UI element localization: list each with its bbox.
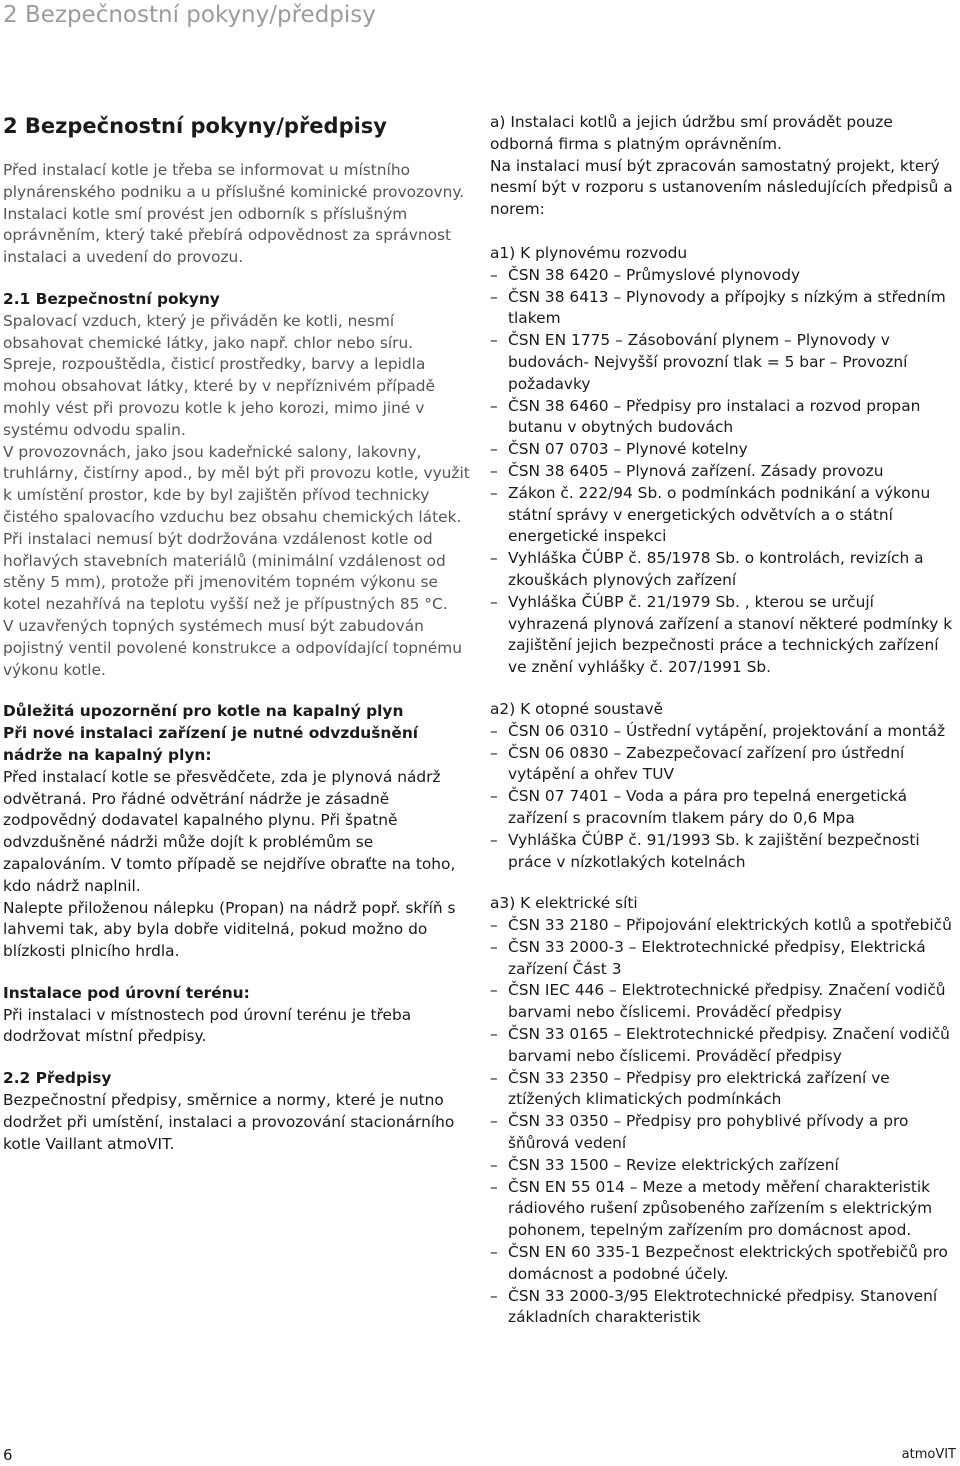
intro-paragraph: Před instalací kotle je třeba se informovat u místního plynárenského podniku a u příslušné kominické provozovny. <box>3 161 465 201</box>
norm-item: – Zákon č. 222/94 Sb. o podmínkách podnikání a výkonu státní správy v energetických odvětvích a o státní energetické inspekci <box>490 483 958 548</box>
norm-item: – ČSN 38 6420 – Průmyslové plynovody <box>490 265 958 287</box>
electrical-block <box>490 893 958 1329</box>
right-intro-paragraph: Na instalaci musí být zpracován samostatný projekt, který nesmí být v rozporu s ustanovením následujících předpisů a norem: <box>490 156 953 219</box>
regulations-text: Bezpečnostní předpisy, směrnice a normy, které je nutno dodržet při umístění, instalaci a provozování stacionárního kotle Vaillant atmoVIT. <box>3 1091 455 1153</box>
norm-item: – ČSN EN 60 335-1 Bezpečnost elektrických spotřebičů pro domácnost a podobné účely. <box>490 1242 958 1286</box>
left-column <box>3 112 473 1175</box>
underground-text: Při instalaci v místnostech pod úrovní terénu je třeba dodržovat místní předpisy. <box>3 1005 412 1046</box>
norm-item: – ČSN 33 2350 – Předpisy pro elektrická zařízení ve ztížených klimatických podmínkách <box>490 1068 958 1112</box>
lpg-notice-subtitle: Při nové instalaci zařízení je nutné odvzdušnění nádrže na kapalný plyn: <box>3 724 419 764</box>
norm-item: – ČSN 07 0703 – Plynové kotelny <box>490 439 958 461</box>
page-number: 6 <box>3 1446 13 1464</box>
norm-item: – ČSN 33 1500 – Revize elektrických zařízení <box>490 1155 958 1177</box>
intro-block <box>3 160 473 269</box>
running-header: 2 Bezpečnostní pokyny/předpisy <box>3 2 376 28</box>
norm-item: – ČSN 33 0350 – Předpisy pro pohyblivé přívody a pro šňůrová vedení <box>490 1111 958 1155</box>
safety-instructions-block <box>3 289 473 681</box>
safety-paragraph: Spreje, rozpouštědla, čisticí prostředky, barvy a lepidla mohou obsahovat látky, které by v nepříznivém případě mohly vést při provozu kotle k jeho korozi, mimo jiné v systému odvodu spalin. <box>3 355 436 439</box>
product-name: atmoVIT <box>901 1447 956 1462</box>
lpg-notice-title: Důležitá upozornění pro kotle na kapalný plyn <box>3 702 404 721</box>
norm-item: – ČSN 33 2000-3 – Elektrotechnické předpisy, Elektrická zařízení Část 3 <box>490 937 958 981</box>
lpg-notice-block <box>3 701 473 963</box>
regulations-block <box>3 1068 473 1155</box>
right-intro-block <box>490 112 958 221</box>
norm-item: – ČSN 38 6413 – Plynovody a přípojky s nízkým a středním tlakem <box>490 287 958 331</box>
section-title: 2 Bezpečnostní pokyny/předpisy <box>3 114 387 138</box>
intro-paragraph: Instalaci kotle smí provést jen odborník s příslušným oprávněním, který také přebírá odpovědnost za správnost instalaci a uvedení do provozu. <box>3 204 452 267</box>
right-intro-paragraph: a) Instalaci kotlů a jejich údržbu smí provádět pouze odborná firma s platným oprávněním. <box>490 113 893 153</box>
norm-list <box>490 721 958 874</box>
safety-paragraph: V uzavřených topných systémech musí být zabudován pojistný ventil povolené konstrukce a odpovídající topnému výkonu kotle. <box>3 616 462 679</box>
underground-title: Instalace pod úrovní terénu: <box>3 983 250 1002</box>
norm-group-title: a3) K elektrické síti <box>490 894 638 913</box>
norm-item: – ČSN 06 0830 – Zabezpečovací zařízení pro ústřední vytápění a ohřev TUV <box>490 743 958 787</box>
norm-item: – ČSN 38 6405 – Plynová zařízení. Zásady provozu <box>490 461 958 483</box>
norm-list <box>490 915 958 1329</box>
norm-item: – ČSN 38 6460 – Předpisy pro instalaci a rozvod propan butanu v obytných budovách <box>490 396 958 440</box>
gas-distribution-block <box>490 243 958 679</box>
safety-paragraph: V provozovnách, jako jsou kadeřnické salony, lakovny, truhlárny, čistírny apod., by měl být při provozu kotle, využit k umístění prostor, kde by byl zajištěn přívod technicky čistého spalovacího vzduchu bez obsahu chemických látek. <box>3 442 470 526</box>
norm-item: – ČSN EN 1775 – Zásobování plynem – Plynovody v budovách- Nejvyšší provozní tlak = 5 bar – Provozní požadavky <box>490 330 958 395</box>
norm-list <box>490 265 958 679</box>
norm-item: – ČSN 33 2000-3/95 Elektrotechnické předpisy. Stanovení základních charakteristik <box>490 1286 958 1330</box>
safety-paragraph: Spalovací vzduch, který je přiváděn ke kotli, nesmí obsahovat chemické látky, jako např. chlor nebo síru. <box>3 311 414 352</box>
heating-system-block <box>490 699 958 873</box>
norm-item: – ČSN 06 0310 – Ústřední vytápění, projektování a montáž <box>490 721 958 743</box>
regulations-title: 2.2 Předpisy <box>3 1069 112 1088</box>
norm-item: – ČSN 33 2180 – Připojování elektrických kotlů a spotřebičů <box>490 915 958 937</box>
lpg-paragraph: Nalepte přiloženou nálepku (Propan) na nádrž popř. skříň s lahvemi tak, aby byla dobře viditelná, pokud možno do blízkosti plnicího hrdla. <box>3 898 456 961</box>
norm-item: – Vyhláška ČÚBP č. 91/1993 Sb. k zajištění bezpečnosti práce v nízkotlakých kotelnách <box>490 830 958 874</box>
norm-item: – Vyhláška ČÚBP č. 21/1979 Sb. , kterou se určují vyhrazená plynová zařízení a stanoví některé podmínky k zajištění jejich bezpečnosti práce a technických zařízení ve znění vyhlášky č. 207/1991 Sb. <box>490 592 958 679</box>
norm-group-title: a1) K plynovému rozvodu <box>490 243 688 262</box>
norm-item: – ČSN 07 7401 – Voda a pára pro tepelná energetická zařízení s pracovním tlakem páry do 0,6 Mpa <box>490 786 958 830</box>
underground-block <box>3 983 473 1048</box>
right-column <box>490 112 958 1349</box>
norm-group-title: a2) K otopné soustavě <box>490 699 664 718</box>
norm-item: – Vyhláška ČÚBP č. 85/1978 Sb. o kontrolách, revizích a zkouškách plynových zařízení <box>490 548 958 592</box>
lpg-paragraph: Před instalací kotle se přesvědčete, zda je plynová nádrž odvětraná. Pro řádné odvětrání nádrže je zásadně zodpovědný dodavatel kapalného plynu. Při špatně odvzdušněné nádrži může dojít k problémům se zapalováním. V tomto případě se nejdříve obraťte na toho, kdo nádrž naplnil. <box>3 767 456 895</box>
norm-item: – ČSN EN 55 014 – Meze a metody měření charakteristik rádiového rušení způsobeného zařízením s elektrickým pohonem, tepelným zařízením pro domácnost apod. <box>490 1177 958 1242</box>
norm-item: – ČSN IEC 446 – Elektrotechnické předpisy. Značení vodičů barvami nebo číslicemi. Prováděcí předpisy <box>490 980 958 1024</box>
norm-item: – ČSN 33 0165 – Elektrotechnické předpisy. Značení vodičů barvami nebo číslicemi. Prováděcí předpisy <box>490 1024 958 1068</box>
subsection-title: 2.1 Bezpečnostní pokyny <box>3 289 220 308</box>
safety-paragraph: Při instalaci nemusí být dodržována vzdálenost kotle od hořlavých stavebních materiálů (minimální vzdálenost od stěny 5 mm), protože při jmenovitém topném výkonu se kotel nezahřívá na teplotu vyšší než je přípustných 85 °C. <box>3 529 448 614</box>
